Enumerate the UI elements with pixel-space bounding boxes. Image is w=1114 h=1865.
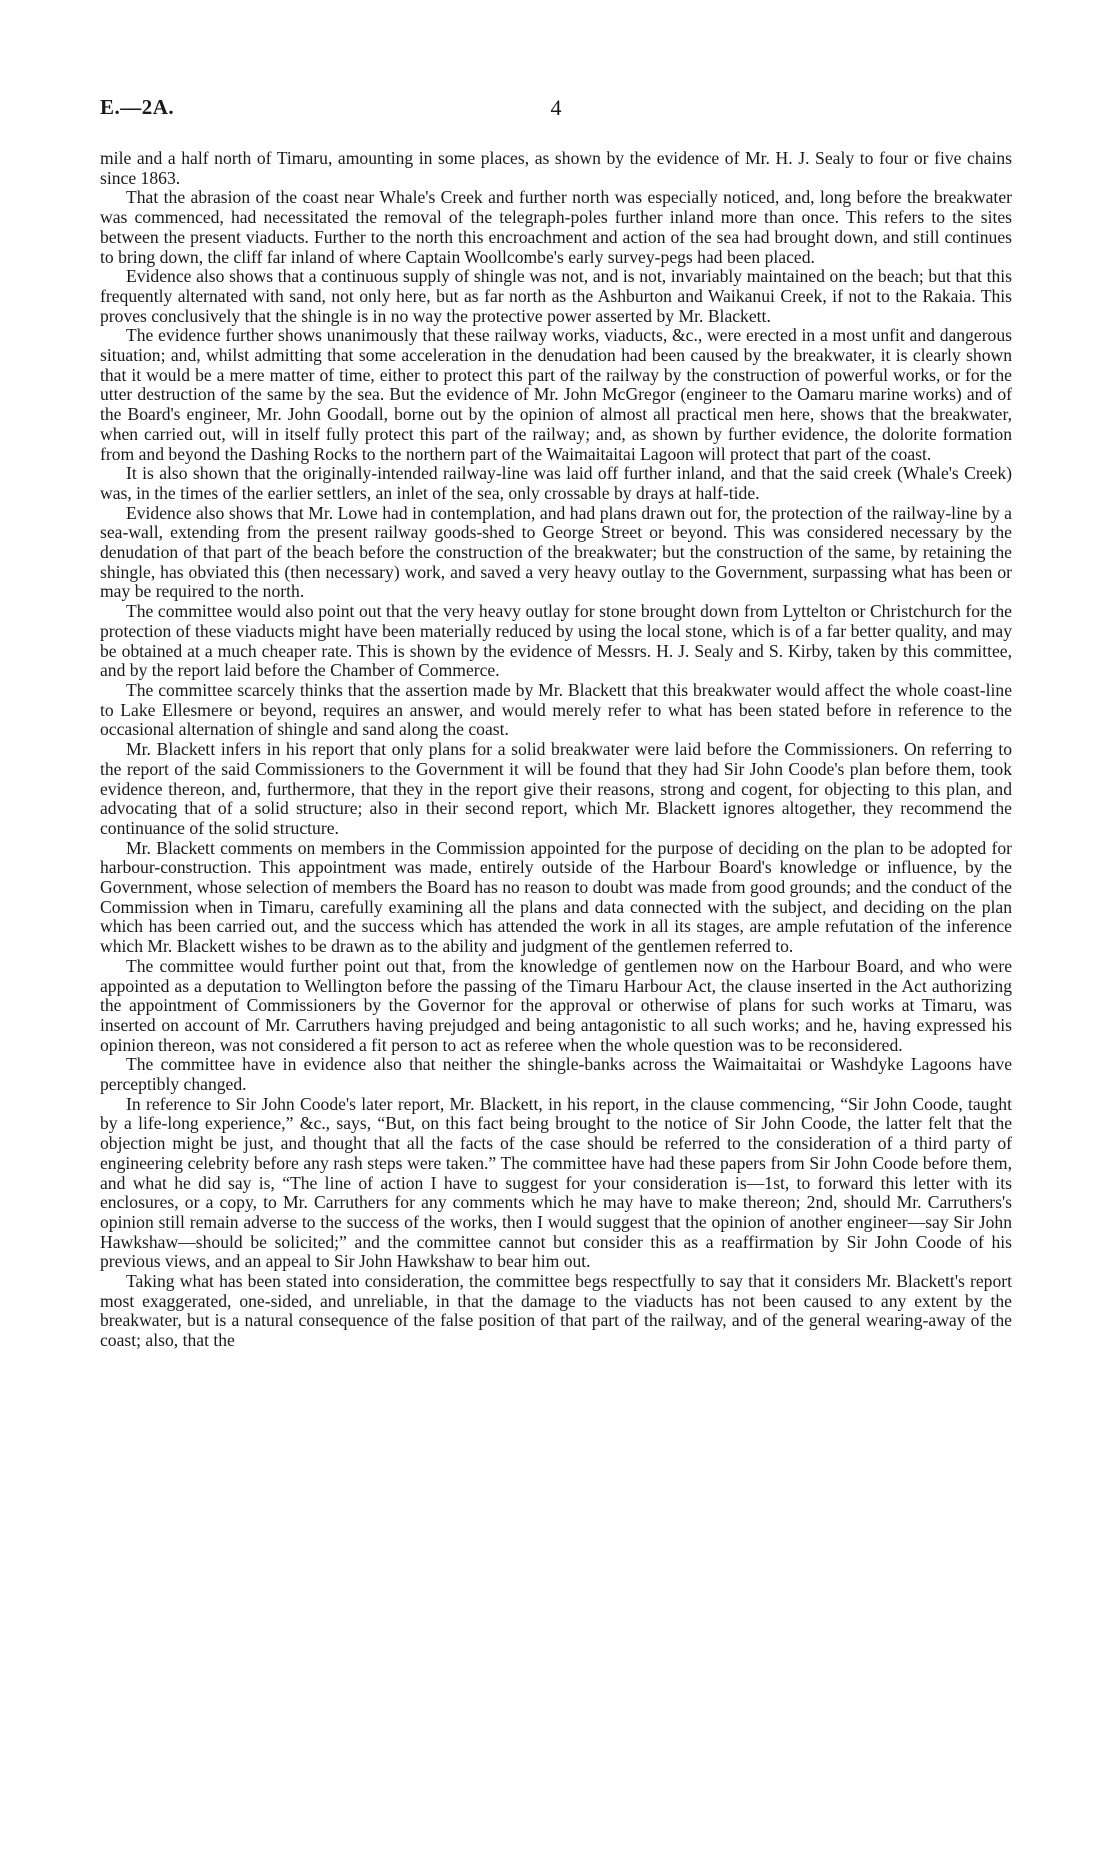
- paragraph-abrasion-of-coast: That the abrasion of the coast near Whale's Creek and further north was especially noticed, and, long before the breakwater was commenced, had necessitated the removal of the telegraph-poles further inland more than once. This refers to the sites between the present viaducts. Further to the north this encroachment and action of the sea had brought down, and still continues to bring down, the cliff far inland of where Captain Woollcombe's early survey-pegs had been placed.: [100, 187, 1012, 267]
- page-number: 4: [550, 95, 562, 120]
- paragraph-original-railway-line: It is also shown that the originally-intended railway-line was laid off further inland, and that the said creek (Whale's Creek) was, in the times of the earlier settlers, an inlet of the sea, only crossable by drays at half-tide.: [100, 463, 1012, 503]
- document-reference: E.—2A.: [100, 95, 175, 119]
- paragraph-coode-report: In reference to Sir John Coode's later report, Mr. Blackett, in his report, in the clause commencing, “Sir John Coode, taught by a life-long experience,” &c., says, “But, on this fact being brought to the notice of Sir John Coode, the latter felt that the objection might be just, and thought that all the facts of the case should be referred to the consideration of a third party of engineering celebrity before any rash steps were taken.” The committee have had these papers from Sir John Coode before them, and what he did say is, “The line of action I have to suggest for your consideration is—1st, to forward this letter with its enclosures, or a copy, to Mr. Carruthers for any comments which he may have to make thereon; 2nd, should Mr. Carruthers's opinion still remain adverse to the success of the works, then I would suggest that the opinion of another engineer—say Sir John Hawkshaw—should be solicited;” and the committee cannot but consider this as a reaffirmation by Sir John Coode of his previous views, and an appeal to Sir John Hawkshaw to bear him out.: [100, 1093, 1012, 1272]
- body-text: [100, 149, 1012, 1351]
- paragraph-sea-wall-plans: Evidence also shows that Mr. Lowe had in contemplation, and had plans drawn out for, the protection of the railway-line by a sea-wall, extending from the present railway goods-shed to George Street or beyond. This was considered necessary by the denudation of that part of the beach before the construction of the breakwater; but the construction of the same, by retaining the shingle, has obviated this (then necessary) work, and saved a very heavy outlay to the Government, surpassing what has been or may be required to the north.: [100, 502, 1012, 602]
- paragraph-railway-works-evidence: The evidence further shows unanimously that these railway works, viaducts, &c., were erected in a most unfit and dangerous situation; and, whilst admitting that some acceleration in the denudation had been caused by the breakwater, it is clearly shown that it would be a mere matter of time, either to protect this part of the railway by the construction of powerful works, or for the utter destruction of the same by the sea. But the evidence of Mr. John McGregor (engineer to the Oamaru marine works) and of the Board's engineer, Mr. John Goodall, borne out by the opinion of almost all practical men here, shows that the breakwater, when carried out, will in itself fully protect this part of the railway; and, as shown by further evidence, the dolorite formation from and beyond the Dashing Rocks to the northern part of the Waimaitaitai Lagoon will protect that part of the coast.: [100, 325, 1012, 464]
- paragraph-shingle-supply: Evidence also shows that a continuous supply of shingle was not, and is not, invariably maintained on the beach; but that this frequently alternated with sand, not only here, but as far north as the Ashburton and Waikanui Creek, if not to the Rakaia. This proves conclusively that the shingle is in no way the protective power asserted by Mr. Blackett.: [100, 266, 1012, 326]
- paragraph-commission-members: Mr. Blackett comments on members in the Commission appointed for the purpose of deciding on the plan to be adopted for harbour-construction. This appointment was made, entirely outside of the Harbour Board's knowledge or influence, by the Government, whose selection of members the Board has no reason to doubt was made from good grounds; and the conduct of the Commission when in Timaru, carefully examining all the plans and data connected with the subject, and deciding on the plan which has been carried out, and the success which has attended the work in all its stages, are ample refutation of the inference which Mr. Blackett wishes to be drawn as to the ability and judgment of the gentlemen referred to.: [100, 837, 1012, 957]
- paragraph-coast-line-assertion: The committee scarcely thinks that the assertion made by Mr. Blackett that this breakwater would affect the whole coast-line to Lake Ellesmere or beyond, requires an answer, and would merely refer to what has been stated before in reference to the occasional alternation of shingle and sand along the coast.: [100, 679, 1012, 740]
- paragraph-continuation: mile and a half north of Timaru, amounting in some places, as shown by the evidence of Mr. H. J. Sealy to four or five chains since 1863.: [100, 148, 1012, 188]
- paragraph-solid-breakwater-plans: Mr. Blackett infers in his report that only plans for a solid breakwater were laid before the Commissioners. On referring to the report of the said Commissioners to the Government it will be found that they had Sir John Coode's plan before them, took evidence thereon, and, furthermore, that they in the report give their reasons, strong and cogent, for objecting to this plan, and advocating that of a solid structure; also in their second report, which Mr. Blackett ignores altogether, they recommend the continuance of the solid structure.: [100, 739, 1012, 838]
- page-header: [100, 95, 1012, 129]
- paragraph-stone-outlay: The committee would also point out that the very heavy outlay for stone brought down from Lyttelton or Christchurch for the protection of these viaducts might have been materially reduced by using the local stone, which is of a far better quality, and may be obtained at a much cheaper rate. This is shown by the evidence of Messrs. H. J. Sealy and S. Kirby, taken by this committee, and by the report laid before the Chamber of Commerce.: [100, 601, 1012, 681]
- paragraph-harbour-act-clause: The committee would further point out that, from the knowledge of gentlemen now on the Harbour Board, and who were appointed as a deputation to Wellington before the passing of the Timaru Harbour Act, the clause inserted in the Act authorizing the appointment of Commissioners by the Governor for the approval or otherwise of plans for such works at Timaru, was inserted on account of Mr. Carruthers having prejudged and being antagonistic to all such works; and he, having expressed his opinion thereon, was not considered a fit person to act as referee when the whole question was to be reconsidered.: [100, 955, 1012, 1055]
- paragraph-conclusion: Taking what has been stated into consideration, the committee begs respectfully to say that it considers Mr. Blackett's report most exaggerated, one-sided, and unreliable, in that the damage to the viaducts has not been caused to any extent by the breakwater, but is a natural consequence of the false position of that part of the railway, and of the general wearing-away of the coast; also, that the: [100, 1271, 1012, 1351]
- paragraph-shingle-banks: The committee have in evidence also that neither the shingle-banks across the Waimaitaitai or Washdyke Lagoons have perceptibly changed.: [100, 1054, 1012, 1095]
